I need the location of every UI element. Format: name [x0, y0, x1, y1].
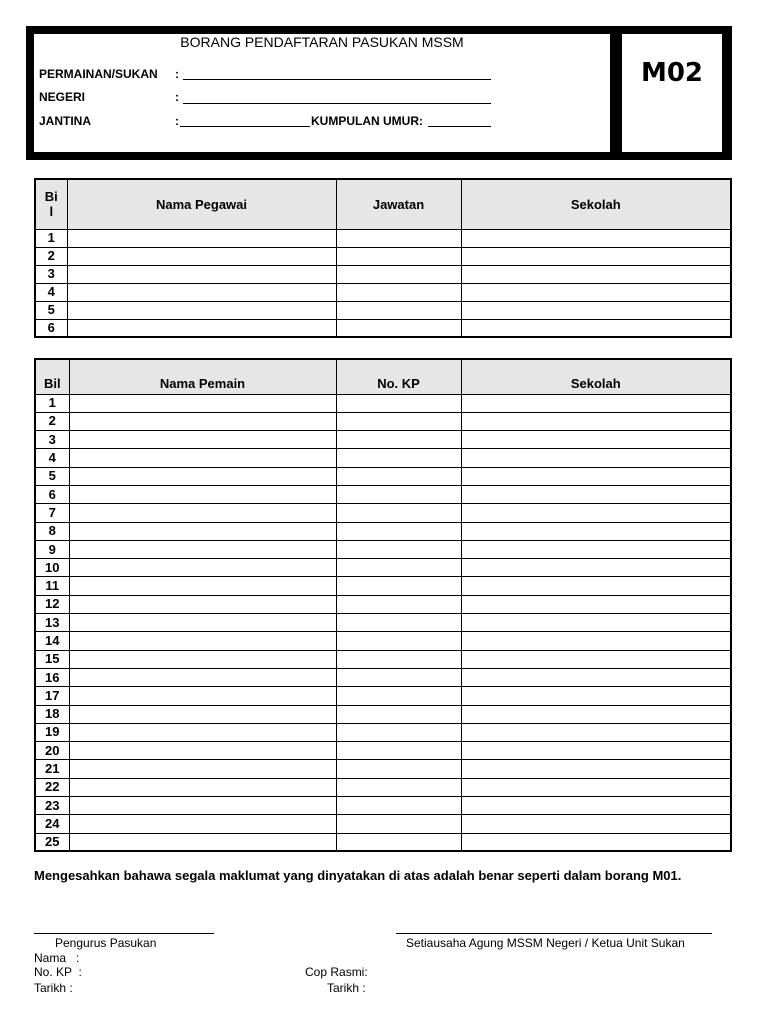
players-school-cell[interactable] — [461, 595, 731, 613]
officials-school-cell[interactable] — [461, 283, 731, 301]
players-row-number: 15 — [35, 650, 69, 668]
header-main-box — [34, 34, 610, 152]
form-title: BORANG PENDAFTARAN PASUKAN MSSM — [180, 34, 464, 50]
players-school-cell[interactable] — [461, 504, 731, 522]
players-row — [35, 522, 731, 540]
players-table — [34, 358, 732, 852]
players-school-cell[interactable] — [461, 467, 731, 485]
players-row — [35, 467, 731, 485]
officials-table — [34, 178, 732, 338]
players-row-number: 2 — [35, 412, 69, 430]
players-school-cell[interactable] — [461, 760, 731, 778]
players-second-cell[interactable] — [336, 577, 461, 595]
players-row-number: 8 — [35, 522, 69, 540]
manager-name-label: Nama : — [34, 951, 80, 965]
players-second-cell[interactable] — [336, 815, 461, 833]
players-name-cell[interactable] — [69, 522, 336, 540]
players-row — [35, 797, 731, 815]
players-row-number: 20 — [35, 742, 69, 760]
officials-row-number: 6 — [35, 319, 67, 337]
players-name-cell[interactable] — [69, 412, 336, 430]
players-row — [35, 431, 731, 449]
players-row-number: 12 — [35, 595, 69, 613]
officials-header-school: Sekolah — [461, 179, 731, 229]
players-second-cell[interactable] — [336, 687, 461, 705]
officials-second-cell[interactable] — [336, 247, 461, 265]
players-row-number: 11 — [35, 577, 69, 595]
players-name-cell[interactable] — [69, 778, 336, 796]
players-row-number: 10 — [35, 559, 69, 577]
players-school-cell[interactable] — [461, 577, 731, 595]
players-row — [35, 760, 731, 778]
players-school-cell[interactable] — [461, 650, 731, 668]
secretary-title: Setiausaha Agung MSSM Negeri / Ketua Unit Sukan — [406, 936, 685, 950]
players-name-cell[interactable] — [69, 833, 336, 851]
players-row-number: 22 — [35, 778, 69, 796]
players-school-cell[interactable] — [461, 449, 731, 467]
players-second-cell[interactable] — [336, 723, 461, 741]
players-name-cell[interactable] — [69, 687, 336, 705]
players-name-cell[interactable] — [69, 614, 336, 632]
players-second-cell[interactable] — [336, 632, 461, 650]
players-row-number: 17 — [35, 687, 69, 705]
players-name-cell[interactable] — [69, 705, 336, 723]
players-name-cell[interactable] — [69, 815, 336, 833]
players-second-cell[interactable] — [336, 540, 461, 558]
officials-school-cell[interactable] — [461, 229, 731, 247]
players-row — [35, 394, 731, 412]
players-second-cell[interactable] — [336, 522, 461, 540]
players-row-number: 19 — [35, 723, 69, 741]
official-stamp-label: Cop Rasmi: — [305, 965, 368, 979]
players-header-school: Sekolah — [461, 359, 731, 394]
players-name-cell[interactable] — [69, 760, 336, 778]
players-row-number: 4 — [35, 449, 69, 467]
players-name-cell[interactable] — [69, 485, 336, 503]
players-school-cell[interactable] — [461, 687, 731, 705]
players-row — [35, 577, 731, 595]
players-second-cell[interactable] — [336, 760, 461, 778]
players-header-bil: Bil — [35, 359, 69, 394]
players-school-cell[interactable] — [461, 614, 731, 632]
players-row-number: 13 — [35, 614, 69, 632]
officials-header-position: Jawatan — [336, 179, 461, 229]
players-second-cell[interactable] — [336, 412, 461, 430]
players-name-cell[interactable] — [69, 668, 336, 686]
officials-name-cell[interactable] — [67, 301, 336, 319]
players-school-cell[interactable] — [461, 723, 731, 741]
players-school-cell[interactable] — [461, 394, 731, 412]
players-row — [35, 614, 731, 632]
manager-date-label: Tarikh : — [34, 981, 73, 995]
players-second-cell[interactable] — [336, 431, 461, 449]
players-second-cell[interactable] — [336, 705, 461, 723]
officials-row — [35, 319, 731, 337]
officials-row-number: 1 — [35, 229, 67, 247]
players-row — [35, 504, 731, 522]
players-row — [35, 815, 731, 833]
players-name-cell[interactable] — [69, 650, 336, 668]
field-label-sport: PERMAINAN/SUKAN — [39, 67, 158, 81]
field-colon-gender: : — [175, 114, 179, 128]
officials-row — [35, 229, 731, 247]
players-row — [35, 833, 731, 851]
players-name-cell[interactable] — [69, 504, 336, 522]
players-header-row — [35, 359, 731, 394]
secretary-date-label: Tarikh : — [327, 981, 366, 995]
players-second-cell[interactable] — [336, 467, 461, 485]
players-row-number: 3 — [35, 431, 69, 449]
players-row-number: 24 — [35, 815, 69, 833]
players-school-cell[interactable] — [461, 559, 731, 577]
officials-row — [35, 265, 731, 283]
manager-signature-line[interactable] — [34, 933, 214, 934]
form-code: M02 — [640, 58, 704, 88]
field-colon-sport: : — [175, 67, 179, 81]
players-school-cell[interactable] — [461, 540, 731, 558]
sport-input-line[interactable] — [183, 79, 491, 80]
officials-school-cell[interactable] — [461, 247, 731, 265]
players-school-cell[interactable] — [461, 705, 731, 723]
manager-title: Pengurus Pasukan — [55, 936, 157, 950]
players-name-cell[interactable] — [69, 540, 336, 558]
officials-row-number: 4 — [35, 283, 67, 301]
officials-row-number: 5 — [35, 301, 67, 319]
players-row-number: 18 — [35, 705, 69, 723]
officials-second-cell[interactable] — [336, 229, 461, 247]
players-row — [35, 687, 731, 705]
players-second-cell[interactable] — [336, 778, 461, 796]
players-school-cell[interactable] — [461, 431, 731, 449]
officials-name-cell[interactable] — [67, 247, 336, 265]
officials-header-row — [35, 179, 731, 229]
players-name-cell[interactable] — [69, 559, 336, 577]
players-second-cell[interactable] — [336, 668, 461, 686]
officials-second-cell[interactable] — [336, 265, 461, 283]
players-school-cell[interactable] — [461, 668, 731, 686]
officials-name-cell[interactable] — [67, 265, 336, 283]
officials-name-cell[interactable] — [67, 283, 336, 301]
players-school-cell[interactable] — [461, 778, 731, 796]
players-second-cell[interactable] — [336, 614, 461, 632]
players-name-cell[interactable] — [69, 595, 336, 613]
officials-row-number: 3 — [35, 265, 67, 283]
players-row-number: 23 — [35, 797, 69, 815]
officials-row-number: 2 — [35, 247, 67, 265]
officials-header-name: Nama Pegawai — [67, 179, 336, 229]
players-row — [35, 668, 731, 686]
players-school-cell[interactable] — [461, 522, 731, 540]
officials-school-cell[interactable] — [461, 301, 731, 319]
players-row-number: 5 — [35, 467, 69, 485]
players-row — [35, 412, 731, 430]
players-row-number: 6 — [35, 485, 69, 503]
players-second-cell[interactable] — [336, 833, 461, 851]
confirmation-statement: Mengesahkan bahawa segala maklumat yang dinyatakan di atas adalah benar seperti dalam borang M01. — [34, 868, 682, 883]
field-label-state: NEGERI — [39, 90, 86, 104]
players-name-cell[interactable] — [69, 742, 336, 760]
form-code-box — [622, 34, 722, 152]
players-second-cell[interactable] — [336, 485, 461, 503]
manager-ic-label: No. KP : — [34, 965, 82, 979]
players-row — [35, 540, 731, 558]
players-school-cell[interactable] — [461, 485, 731, 503]
officials-name-cell[interactable] — [67, 319, 336, 337]
players-second-cell[interactable] — [336, 595, 461, 613]
players-header-name: Nama Pemain — [69, 359, 336, 394]
players-school-cell[interactable] — [461, 412, 731, 430]
players-row — [35, 742, 731, 760]
players-row — [35, 723, 731, 741]
players-name-cell[interactable] — [69, 632, 336, 650]
players-row-number: 1 — [35, 394, 69, 412]
officials-row — [35, 247, 731, 265]
players-name-cell[interactable] — [69, 467, 336, 485]
players-row — [35, 705, 731, 723]
players-name-cell[interactable] — [69, 431, 336, 449]
players-school-cell[interactable] — [461, 815, 731, 833]
players-row — [35, 559, 731, 577]
players-second-cell[interactable] — [336, 504, 461, 522]
officials-school-cell[interactable] — [461, 319, 731, 337]
players-second-cell[interactable] — [336, 394, 461, 412]
gender-input-line[interactable] — [180, 126, 310, 127]
players-name-cell[interactable] — [69, 394, 336, 412]
field-colon-state: : — [175, 90, 179, 104]
players-row — [35, 595, 731, 613]
players-school-cell[interactable] — [461, 797, 731, 815]
players-name-cell[interactable] — [69, 723, 336, 741]
players-row-number: 7 — [35, 504, 69, 522]
players-row — [35, 778, 731, 796]
age-group-input-line[interactable] — [428, 126, 491, 127]
state-input-line[interactable] — [183, 103, 491, 104]
players-row-number: 16 — [35, 668, 69, 686]
players-school-cell[interactable] — [461, 632, 731, 650]
players-school-cell[interactable] — [461, 742, 731, 760]
players-school-cell[interactable] — [461, 833, 731, 851]
field-label-gender: JANTINA — [39, 114, 92, 128]
officials-second-cell[interactable] — [336, 301, 461, 319]
players-row — [35, 650, 731, 668]
players-second-cell[interactable] — [336, 742, 461, 760]
officials-name-cell[interactable] — [67, 229, 336, 247]
players-name-cell[interactable] — [69, 577, 336, 595]
players-name-cell[interactable] — [69, 797, 336, 815]
players-row-number: 25 — [35, 833, 69, 851]
players-row — [35, 449, 731, 467]
players-name-cell[interactable] — [69, 449, 336, 467]
field-label-age-group: KUMPULAN UMUR: — [311, 114, 423, 128]
players-row-number: 21 — [35, 760, 69, 778]
officials-second-cell[interactable] — [336, 283, 461, 301]
players-row — [35, 485, 731, 503]
officials-second-cell[interactable] — [336, 319, 461, 337]
players-header-ic: No. KP — [336, 359, 461, 394]
players-row-number: 9 — [35, 540, 69, 558]
players-row-number: 14 — [35, 632, 69, 650]
officials-school-cell[interactable] — [461, 265, 731, 283]
players-second-cell[interactable] — [336, 449, 461, 467]
officials-row — [35, 283, 731, 301]
officials-row — [35, 301, 731, 319]
secretary-signature-line[interactable] — [396, 933, 712, 934]
officials-header-bil: Bi l — [35, 179, 67, 229]
players-second-cell[interactable] — [336, 559, 461, 577]
players-row — [35, 632, 731, 650]
players-second-cell[interactable] — [336, 797, 461, 815]
players-second-cell[interactable] — [336, 650, 461, 668]
